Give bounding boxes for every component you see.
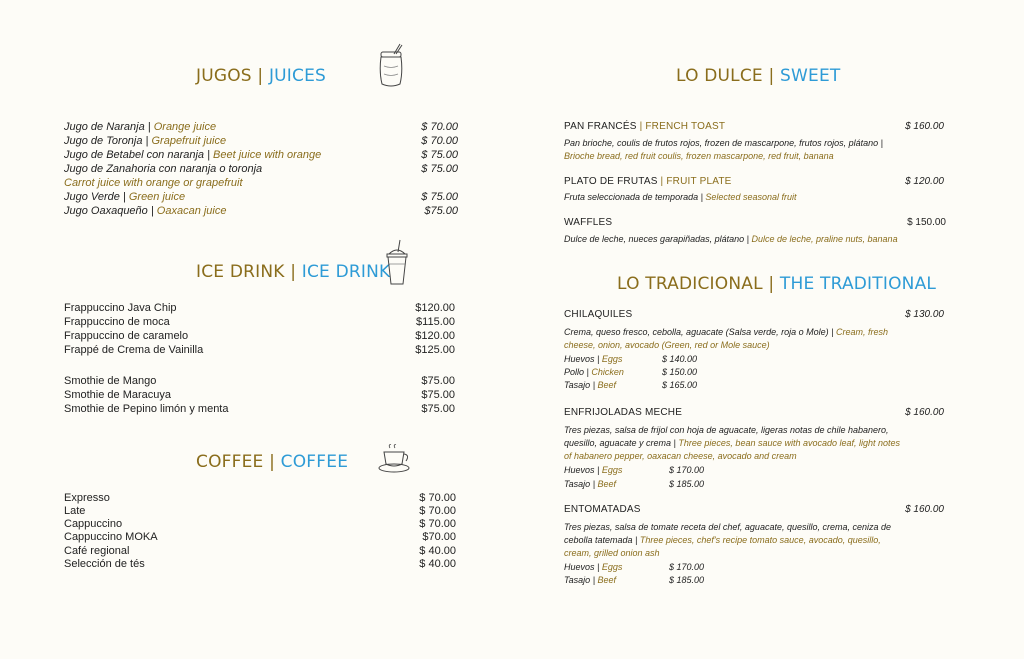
traditional-item-title: ENTOMATADAS <box>564 504 641 515</box>
sweet-title-es-text: PAN FRANCÉS <box>564 121 637 132</box>
juice-separator: | <box>142 135 152 147</box>
traditional-desc-en: Cream, fresh cheese, onion, avocado (Green, red or Mole sauce) <box>564 327 888 350</box>
traditional-item-description <box>564 326 909 352</box>
ice-title-en: ICE DRINK <box>301 262 391 282</box>
sweet-item-title <box>564 217 612 228</box>
juices-heading: JUGOS | JUICES <box>196 66 327 86</box>
coffee-item-name: Selección de tés <box>64 558 145 570</box>
coffee-item-price: $ 40.00 <box>419 558 456 570</box>
traditional-item-price: $ 160.00 <box>905 504 944 515</box>
traditional-extra-option <box>564 479 616 489</box>
traditional-item-price: $ 160.00 <box>905 407 944 418</box>
juice-price: $ 70.00 <box>421 121 458 133</box>
sweet-title-en: SWEET <box>780 66 841 86</box>
extra-name-en: Eggs <box>601 354 623 364</box>
coffee-item-name: Expresso <box>64 492 110 504</box>
sweet-item-price: $ 120.00 <box>905 176 944 187</box>
sweet-item-price: $ 160.00 <box>905 121 944 132</box>
extra-name-es: Huevos <box>564 465 595 475</box>
traditional-item-description <box>564 424 909 463</box>
sweet-item-price: $ 150.00 <box>907 217 946 228</box>
frappe-cup-icon <box>384 238 410 288</box>
sweet-item-description <box>564 191 909 204</box>
traditional-extra-option <box>564 465 622 475</box>
sweet-heading: LO DULCE | SWEET <box>676 66 841 86</box>
extra-name-en: Eggs <box>601 562 623 572</box>
sweet-title-sep: | <box>657 176 667 187</box>
sweet-desc-es: Dulce de leche, nueces garapiñadas, plátano | <box>564 234 752 244</box>
sweet-title-sep: | <box>636 121 646 132</box>
juice-price: $ 70.00 <box>421 135 458 147</box>
coffee-item-price: $ 40.00 <box>419 545 456 557</box>
traditional-extra-price: $ 185.00 <box>669 575 705 585</box>
smoothie-item-name: Smothie de Mango <box>64 375 157 387</box>
juice-name-es: Jugo de Naranja <box>64 121 145 133</box>
juice-name-es: Jugo Verde <box>64 191 120 203</box>
ice-item-name: Frappuccino Java Chip <box>64 302 177 314</box>
traditional-item-description <box>564 521 909 560</box>
smoothie-item-name: Smothie de Maracuya <box>64 389 171 401</box>
sweet-title-es-text: WAFFLES <box>564 217 613 228</box>
extra-separator: | <box>590 380 598 390</box>
traditional-heading: LO TRADICIONAL | THE TRADITIONAL <box>617 274 937 294</box>
juice-jar-icon <box>376 42 406 90</box>
smoothie-item-price: $75.00 <box>421 375 455 387</box>
juice-item <box>64 121 216 133</box>
sweet-desc-en: Dulce de leche, praline nuts, banana <box>751 234 898 244</box>
coffee-cup-icon <box>378 444 414 474</box>
extra-name-es: Tasajo <box>564 479 591 489</box>
traditional-desc-es: Tres piezas, salsa de tomate receta del chef, aguacate, quesillo, crema, ceniza de cebolla tatemada | <box>564 522 892 545</box>
juice-name-en: Carrot juice with orange or grapefruit <box>64 177 243 189</box>
traditional-extra-price: $ 165.00 <box>662 380 698 390</box>
traditional-extra-option <box>564 562 622 572</box>
smoothie-item-name: Smothie de Pepino limón y menta <box>64 403 229 415</box>
juice-separator: | <box>144 121 154 133</box>
juice-name-en: Beet juice with orange <box>213 149 322 161</box>
coffee-heading: COFFEE | COFFEE <box>196 452 349 472</box>
coffee-item-price: $70.00 <box>422 531 456 543</box>
traditional-desc-es: Crema, queso fresco, cebolla, aguacate (Salsa verde, roja o Mole) | <box>564 327 836 337</box>
juice-item <box>64 163 262 175</box>
juice-separator: | <box>119 191 129 203</box>
extra-name-es: Pollo <box>564 367 585 377</box>
traditional-extra-price: $ 170.00 <box>669 465 705 475</box>
juice-name-es: Jugo Oaxaqueño <box>64 205 148 217</box>
juices-title-en: JUICES <box>268 66 327 86</box>
juice-price: $ 75.00 <box>421 191 458 203</box>
extra-separator: | <box>590 575 598 585</box>
juices-title-es: JUGOS <box>196 66 252 86</box>
coffee-item-name: Cappuccino <box>64 518 123 530</box>
juice-name-es: Jugo de Toronja <box>64 135 143 147</box>
traditional-title-es: LO TRADICIONAL <box>617 274 763 294</box>
juice-separator: | <box>147 205 157 217</box>
juice-price: $ 75.00 <box>421 149 458 161</box>
juice-item <box>64 191 185 203</box>
traditional-item-title: CHILAQUILES <box>564 309 633 320</box>
ice-item-price: $120.00 <box>415 330 455 342</box>
coffee-item-name: Café regional <box>64 545 130 557</box>
extra-separator: | <box>590 479 598 489</box>
sweet-title-en-text: FRENCH TOAST <box>645 121 726 132</box>
juice-separator: | <box>204 149 214 161</box>
ice-title-es: ICE DRINK <box>196 262 285 282</box>
extra-name-es: Huevos <box>564 354 595 364</box>
smoothie-item-price: $75.00 <box>421 403 455 415</box>
juice-name-es: Jugo de Zanahoria con naranja o toronja <box>64 163 263 175</box>
extra-name-es: Tasajo <box>564 380 591 390</box>
ice-item-name: Frappuccino de caramelo <box>64 330 189 342</box>
juice-name-en: Green juice <box>128 191 186 203</box>
coffee-title-es: COFFEE <box>196 452 264 472</box>
sweet-title-en-text: FRUIT PLATE <box>666 176 732 187</box>
juice-item <box>64 177 243 189</box>
coffee-item-price: $ 70.00 <box>419 492 456 504</box>
sweet-title-es-text: PLATO DE FRUTAS <box>564 176 658 187</box>
ice-heading: ICE DRINK | ICE DRINK <box>196 262 391 282</box>
extra-name-es: Huevos <box>564 562 595 572</box>
extra-name-en: Beef <box>597 479 617 489</box>
ice-item-price: $125.00 <box>415 344 455 356</box>
extra-name-es: Tasajo <box>564 575 591 585</box>
traditional-extra-price: $ 170.00 <box>669 562 705 572</box>
extra-name-en: Chicken <box>591 367 624 377</box>
sweet-desc-es: Fruta seleccionada de temporada | <box>564 192 706 202</box>
juice-price: $ 75.00 <box>421 163 458 175</box>
sweet-item-title <box>564 121 725 132</box>
sweet-item-description <box>564 233 909 246</box>
extra-name-en: Beef <box>597 575 617 585</box>
juice-name-en: Oaxacan juice <box>156 205 227 217</box>
traditional-extra-option <box>564 380 616 390</box>
sweet-desc-en: Brioche bread, red fruit coulis, frozen mascarpone, red fruit, banana <box>564 151 834 161</box>
traditional-extra-option <box>564 575 616 585</box>
smoothie-item-price: $75.00 <box>421 389 455 401</box>
coffee-item-price: $ 70.00 <box>419 518 456 530</box>
juice-name-es: Jugo de Betabel con naranja <box>64 149 205 161</box>
traditional-desc-en: Three pieces, chef's recipe tomato sauce, avocado, quesillo, cream, grilled onion ash <box>564 535 881 558</box>
ice-item-name: Frappuccino de moca <box>64 316 170 328</box>
ice-item-price: $115.00 <box>416 316 455 328</box>
sweet-item-description <box>564 137 909 163</box>
coffee-item-price: $ 70.00 <box>419 505 456 517</box>
traditional-extra-price: $ 140.00 <box>662 354 698 364</box>
traditional-extra-price: $ 185.00 <box>669 479 705 489</box>
traditional-extra-option <box>564 354 622 364</box>
juice-name-en: Orange juice <box>153 121 217 133</box>
traditional-desc-en: Three pieces, bean sauce with avocado leaf, light notes of habanero pepper, oaxacan cheese, avocado and cream <box>564 438 901 461</box>
extra-name-en: Eggs <box>601 465 623 475</box>
traditional-title-en: THE TRADITIONAL <box>779 274 937 294</box>
traditional-extra-price: $ 150.00 <box>662 367 698 377</box>
juice-price: $75.00 <box>424 205 458 217</box>
extra-separator: | <box>594 354 602 364</box>
traditional-extra-option <box>564 367 624 377</box>
ice-item-name: Frappé de Crema de Vainilla <box>64 344 204 356</box>
sweet-desc-es: Pan brioche, coulis de frutos rojos, frozen de mascarpone, frutos rojos, plátano | <box>564 138 884 148</box>
juice-item <box>64 135 226 147</box>
traditional-item-price: $ 130.00 <box>905 309 944 320</box>
extra-separator: | <box>594 465 602 475</box>
sweet-desc-en: Selected seasonal fruit <box>705 192 797 202</box>
traditional-item-title: ENFRIJOLADAS MECHE <box>564 407 683 418</box>
traditional-desc-es: Tres piezas, salsa de frijol con hoja de aguacate, ligeras notas de chile habanero, quesillo, aguacate y crema | <box>564 425 889 448</box>
juice-name-en: Grapefruit juice <box>151 135 227 147</box>
coffee-title-en: COFFEE <box>280 452 349 472</box>
extra-name-en: Beef <box>597 380 617 390</box>
extra-separator: | <box>584 367 592 377</box>
sweet-item-title <box>564 176 732 187</box>
juice-item <box>64 205 227 217</box>
coffee-item-name: Cappuccino MOKA <box>64 531 158 543</box>
sweet-title-es: LO DULCE <box>676 66 763 86</box>
juice-item <box>64 149 321 161</box>
coffee-item-name: Late <box>64 505 86 517</box>
ice-item-price: $120.00 <box>415 302 455 314</box>
extra-separator: | <box>594 562 602 572</box>
